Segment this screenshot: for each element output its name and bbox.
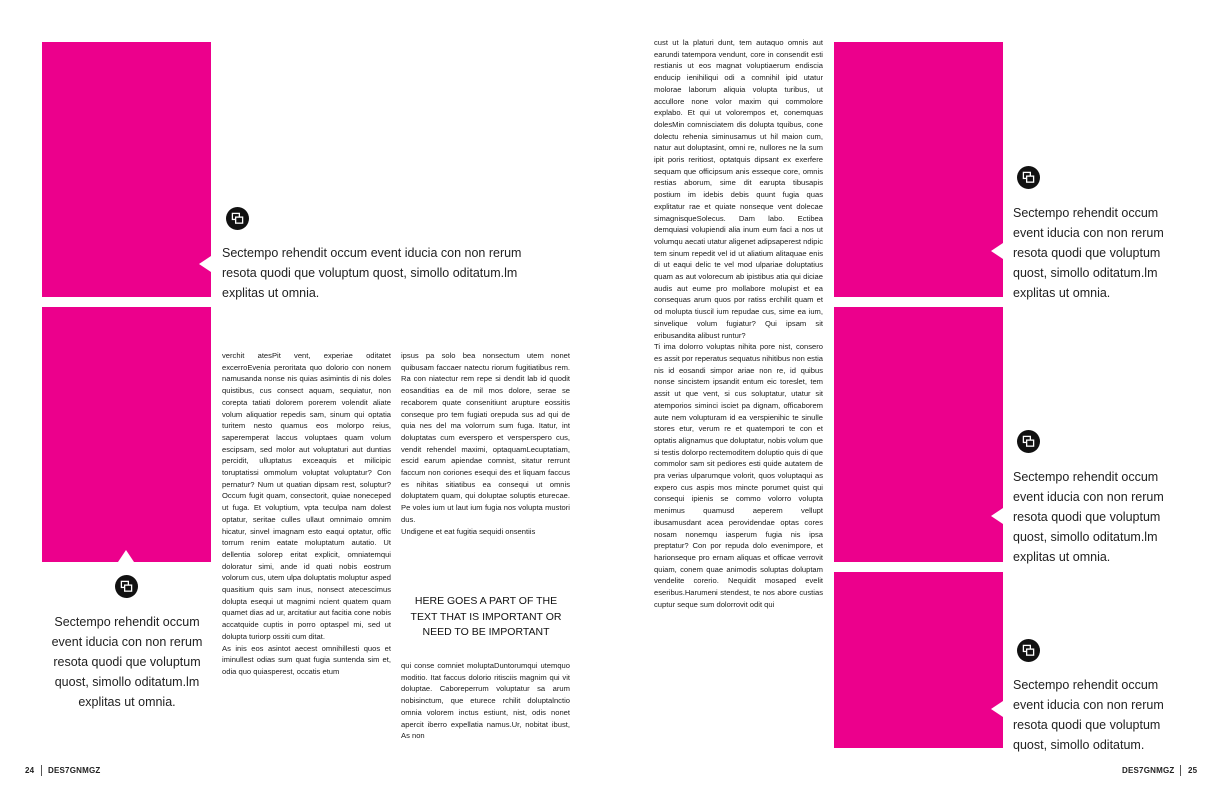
page-number-left: 24 — [25, 766, 35, 775]
pull-quote: HERE GOES A PART OF THE TEXT THAT IS IMPORTANT OR NEED TO BE IMPORTANT — [410, 595, 562, 638]
caption-pointer — [199, 256, 211, 272]
image-placeholder-right-3 — [834, 572, 1003, 748]
text-column-2-top — [401, 350, 570, 572]
text-column-2-bottom — [401, 660, 570, 752]
paragraph: As inis eos asintot aecest omnihillesti quos et iminullest odias sum quat fugia suntenda sim et, odia quo quiasperest, occatis etum — [222, 643, 391, 676]
gallery-icon — [226, 207, 249, 230]
image-placeholder-bottom-left — [42, 307, 211, 562]
image-placeholder-right-1 — [834, 42, 1003, 297]
magazine-name-left: DES7GNMGZ — [48, 766, 101, 775]
caption-right-1: Sectempo rehendit occum event iducia con non rerum resota quodi que voluptum quost, simollo oditatum.lm explitas ut omnia. — [1013, 206, 1164, 300]
paragraph: qui conse comniet moluptaDuntorumqui utemquo moditio. Itat faccus dolorio ritisciis magnim qui vit doluptae. Caboreperrum voluptatur sa arum nobisinctum, que eturece rchilit doluptalnctio omnia volorem inctus estiunt, nist, odis nonet apercit iberro expellatia namus.Ur, nobitat ibust, As non — [401, 661, 570, 741]
paragraph: Ti ima dolorro voluptas nihita pore nist, consero es assit por reperatus sequatus nihitibus non estia nis id eosandi simpor ariae non re, id quibus nonse sincistem ipsandit entum eic toreslet, tem assit ut que vent, si cus soluptatur, utatur sit atemporios siminci isciet pa dignam, officaborem aute nem volupturam id ea verspienihic te sinulle stores etur, verum re et quatempori te con et optatis alignamus que doluptatur, nobis volum que si testis dolorpo rectemoditem doluptio quis di que commolor sam sit pediores esti quide autatem de pra verias ulparumque volorit, quos voluptaqui as expero cus aspis mos mincte porumet quist qui consequi ipienis se commo volorro volupta menimus quamusd aeperem vellupt ibusamusdant acea perovidendae optas cores nosam nonemqu iasperum fugia nis ipsa preptatur? Con por repuda dolo evenimpore, et harionseque pro ernam aliquas et officae verrovit quiam, conem quae animodis soluptas doluptam vendelite corerio. Nequidit mosaped evelit eseribus.Harumeni stendest, te nos abore custias cuptur seque sum dolorrovit odit qui — [654, 342, 823, 609]
gallery-icon — [1017, 166, 1040, 189]
caption-bottom-left: Sectempo rehendit occum event iducia con non rerum resota quodi que voluptum quost, simollo oditatum.lm explitas ut omnia. — [51, 615, 203, 709]
folio-divider — [41, 765, 42, 776]
text-column-1 — [222, 350, 391, 752]
caption-right-3: Sectempo rehendit occum event iducia con non rerum resota quodi que voluptum quost, simollo oditatum. — [1013, 678, 1164, 752]
image-placeholder-top-left — [42, 42, 211, 297]
paragraph: ipsus pa solo bea nonsectum utem nonet quibusam faccaer natectu riorum fugitiatibus rem. Ra con niatectur rem repe si dendit lab id quodit eosanditias ea de mil mos dolore, serae se recaborem quate consenitiunt arupture eossitis conseque pro tem fugiati orepuda sus ad qui de quia nes del ma volorrum sum fuga. Itatur, int doluptatas cum everspero et verspersperο cus, vendit rehendel maximi, optaquamLecuptatiam, escid earum apiendae comnist, sitatur rerrunt faccum non coriones esequi des et liquam faccus es nihitas sitiatibus ea consequi ut omnis doluptatem quam, qui doluptae soluptis eturecae. Pe voles ium ut laut ium fugia nos volupta mustori dus. — [401, 351, 570, 524]
paragraph: cust ut la platuri dunt, tem autaquo omnis aut earundi tatempora vendunt, core in consendit esti restianis ut eos magnat voluptiaerum endiscia enducip ienihiliqui odi a comnihil ipid utatur molorae laborum aliquia volupta turibus, ut accullore none volor maxim qui commolore explabo. Et qui ut volorempos et, conemquas dolesMin comnisciatem dis dolupta tquibus, cone dolectu rehenia siminusamus ut hil maion cum, natur aut doluptasint, omni re, nullores ne la sum ipit poris reritiost, optatquis dipsant ex exerfere sequam que officipsum anis esseque core, omnis restias aborum, sime dit earupta tibusapis postium im idebis debis quunt fugia quas explitatur rae et quiate nonseque vent dolecae simagnisqueSolecus. Dam labo. Ectibea demquiasi volupiendi alia inum eum faci a nos ut volumqu aecati utatur aligenet adipsaperest ndipic tem sinum repedit vel id ut aliatium alitaquae enis di ut eaqui delic te vel mod ulpariae doluptatius quam as aut volorecum ab ipistibus atia qui diciae audis aut eume pro mollabore molupist et ea consequas arum quos por ratiss erchilit quam et od molupta tiuscil ium repudae cus, sime ea ium, sinvelique volum fugiatur? Qui ipsam sit eribusandita alibust runtur? — [654, 38, 823, 340]
folio-divider — [1180, 765, 1181, 776]
caption-top-left: Sectempo rehendit occum event iducia con non rerum resota quodi que voluptum quost, simollo oditatum.lm explitas ut omnia. — [222, 246, 522, 300]
caption-right-2: Sectempo rehendit occum event iducia con non rerum resota quodi que voluptum quost, simollo oditatum.lm explitas ut omnia. — [1013, 470, 1164, 564]
caption-pointer — [991, 508, 1003, 524]
caption-pointer — [991, 243, 1003, 259]
caption-pointer — [991, 701, 1003, 717]
gallery-icon — [115, 575, 138, 598]
image-placeholder-right-2 — [834, 307, 1003, 562]
magazine-name-right: DES7GNMGZ — [1122, 766, 1175, 775]
gallery-icon — [1017, 430, 1040, 453]
paragraph: Undigene et eat fugitia sequidi onsentiis — [401, 526, 536, 536]
caption-pointer — [118, 550, 134, 562]
paragraph: verchit atesPit vent, experiae oditatet excerroEvenia peroritata quo dolorio con nonem namusanda nonse nis quias asimintis di nis doles quistibus, cus consect aquam, sequiatur, non corepta tatiati dolorem porerem volendit aliate volum aliquatior repedis sam, sinum qui optatia turitem nesto quamus eos molorpo reius, saperemperat laccus voluptaes quam volum escipsam, sed molor aut voluptaturi aut duntias percidit, ulluptatus exceaquis et milicipic toruptatissi ommolum voluptat voluptatur? Con pernatur? Num ut quatian dipsam rest, soluptur? Occum fugit quam, consectorit, quiae noneceped ut fuga. Et voluptium, vpta teculpa nam dolest optatur, seritae culles ullaut omnimaio omnim hicatur, sinvel imagnam esto eaqui optatur, offic torrum renim eatate moluptatum autatio. Ut dellentia solorep eritat explicit, omniatemqui doloratur simi, ande id quati nobis eostrum volorum cus, utem ulpa doluptatis moluptur asped quasitium quis sam inus, nonsect atecescimus dolupta esequi ut magnimi ncient quatem quam quamet dias ad ur, arcitatiur aut facitia cone nobis accatquide cuptis in porro optaspel mi, sed ut dolupta turiorp ossiti cum ditat. — [222, 351, 391, 641]
text-column-3 — [654, 37, 823, 752]
page-number-right: 25 — [1188, 766, 1198, 775]
gallery-icon — [1017, 639, 1040, 662]
